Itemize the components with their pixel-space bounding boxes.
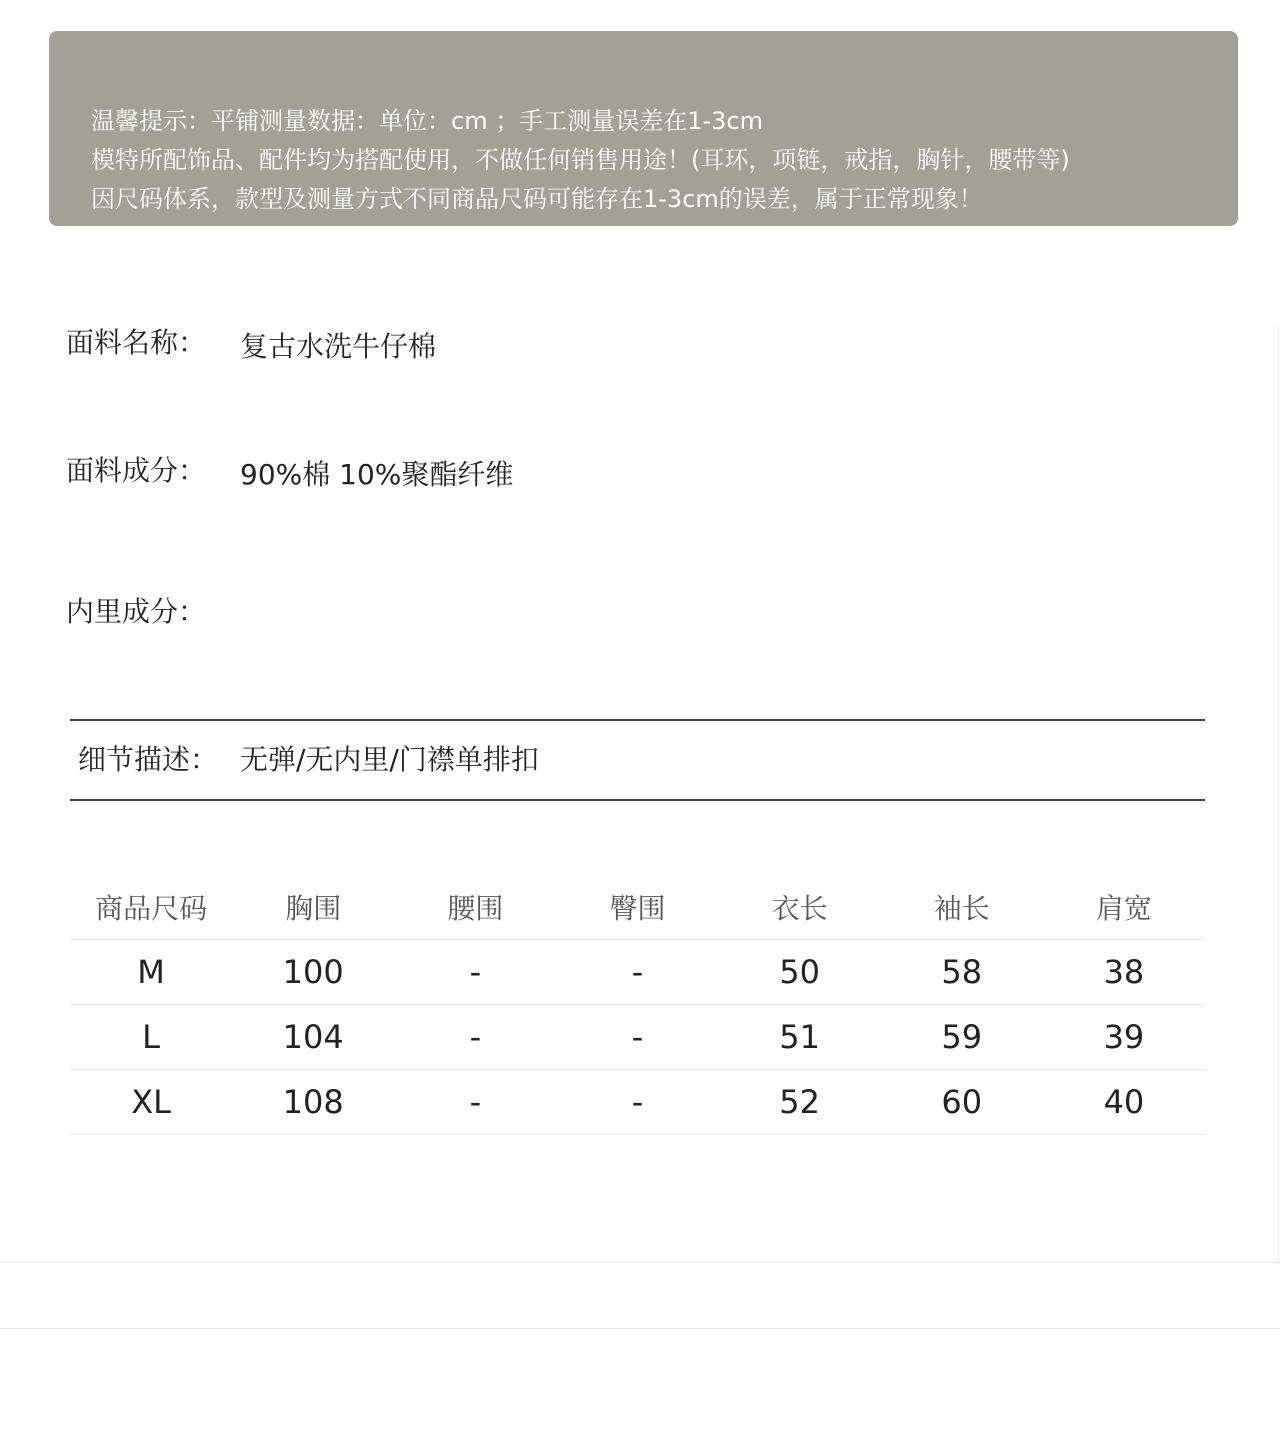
cell-size: M — [70, 940, 232, 1005]
section-divider-upper — [0, 1262, 1280, 1263]
cell-chest: 108 — [232, 1070, 394, 1135]
cell-sleeve: 60 — [881, 1070, 1043, 1135]
header-waist: 腰围 — [394, 875, 556, 940]
details-bottom-divider — [70, 799, 1205, 801]
header-size: 商品尺码 — [70, 875, 232, 940]
header-length: 衣长 — [719, 875, 881, 940]
table-row — [70, 1005, 1205, 1070]
cell-hip: - — [556, 1070, 718, 1135]
lining-composition-label: 内里成分： — [66, 595, 207, 628]
details-value: 无弹/无内里/门襟单排扣 — [240, 743, 539, 776]
cell-length: 50 — [719, 940, 881, 1005]
cell-waist: - — [394, 940, 556, 1005]
cell-sleeve: 58 — [881, 940, 1043, 1005]
table-row — [70, 940, 1205, 1005]
cell-length: 52 — [719, 1070, 881, 1135]
right-edge-divider — [1278, 325, 1279, 1265]
fabric-name-label: 面料名称： — [66, 326, 207, 359]
cell-sleeve: 59 — [881, 1005, 1043, 1070]
section-divider-lower — [0, 1328, 1280, 1329]
cell-size: L — [70, 1005, 232, 1070]
cell-shoulder: 40 — [1043, 1070, 1205, 1135]
cell-chest: 104 — [232, 1005, 394, 1070]
details-label: 细节描述： — [78, 743, 219, 776]
size-notice-panel — [49, 31, 1238, 226]
fabric-composition-value: 90%棉 10%聚酯纤维 — [240, 458, 514, 491]
cell-shoulder: 39 — [1043, 1005, 1205, 1070]
cell-waist: - — [394, 1070, 556, 1135]
notice-line-2: 模特所配饰品、配件均为搭配使用，不做任何销售用途！(耳环，项链，戒指，胸针，腰带等) — [91, 146, 1070, 174]
cell-hip: - — [556, 1005, 718, 1070]
details-top-divider — [70, 719, 1205, 721]
size-chart-header-row — [70, 875, 1205, 940]
size-chart-table — [70, 875, 1205, 1135]
header-hip: 臀围 — [556, 875, 718, 940]
header-shoulder: 肩宽 — [1043, 875, 1205, 940]
cell-waist: - — [394, 1005, 556, 1070]
header-chest: 胸围 — [232, 875, 394, 940]
fabric-name-value: 复古水洗牛仔棉 — [240, 330, 437, 363]
notice-line-3: 因尺码体系，款型及测量方式不同商品尺码可能存在1-3cm的误差，属于正常现象！ — [91, 185, 983, 213]
cell-chest: 100 — [232, 940, 394, 1005]
cell-length: 51 — [719, 1005, 881, 1070]
table-row — [70, 1070, 1205, 1135]
cell-shoulder: 38 — [1043, 940, 1205, 1005]
notice-line-1: 温馨提示：平铺测量数据：单位：cm ；手工测量误差在1-3cm — [91, 107, 763, 135]
cell-size: XL — [70, 1070, 232, 1135]
fabric-composition-label: 面料成分： — [66, 454, 207, 487]
cell-hip: - — [556, 940, 718, 1005]
header-sleeve: 袖长 — [881, 875, 1043, 940]
